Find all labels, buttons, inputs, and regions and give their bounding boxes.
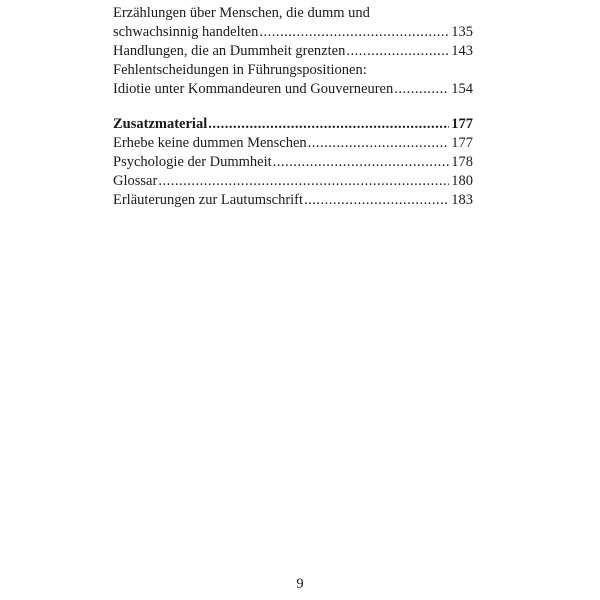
toc-entry-title-line: Erzählungen über Menschen, die dumm und xyxy=(113,5,370,21)
toc-entry-title-line: Idiotie unter Kommandeuren und Gouverneuren xyxy=(113,81,394,97)
toc-section-title: Zusatzmaterial xyxy=(113,116,208,132)
toc-entry-page-number: 143 xyxy=(451,43,473,59)
page-number: 9 xyxy=(296,576,304,592)
toc-entry-page-number: 177 xyxy=(451,135,473,151)
section-spacer xyxy=(113,99,473,115)
toc-entry-title-line: Fehlentscheidungen in Führungspositionen: xyxy=(113,62,367,78)
toc-entry[interactable] xyxy=(113,153,473,172)
table-of-contents xyxy=(113,4,473,210)
dot-leader xyxy=(208,115,449,134)
toc-entry-title: Glossar xyxy=(113,173,158,189)
dot-leader xyxy=(158,172,449,191)
dot-leader xyxy=(259,23,449,42)
toc-entry-title-line: schwachsinnig handelten xyxy=(113,24,259,40)
toc-entry-title: Erhebe keine dummen Menschen xyxy=(113,135,307,151)
dot-leader xyxy=(304,191,449,210)
toc-entry[interactable] xyxy=(113,61,473,99)
dot-leader xyxy=(394,80,449,99)
toc-entry[interactable] xyxy=(113,172,473,191)
toc-entry-page-number: 183 xyxy=(451,192,473,208)
toc-entry-page-number: 135 xyxy=(451,24,473,40)
toc-entry-page-number: 154 xyxy=(451,81,473,97)
dot-leader xyxy=(346,42,449,61)
toc-section-heading[interactable] xyxy=(113,115,473,134)
toc-entry[interactable] xyxy=(113,4,473,42)
toc-entry[interactable] xyxy=(113,134,473,153)
dot-leader xyxy=(273,153,450,172)
toc-entry-title: Erläuterungen zur Lautumschrift xyxy=(113,192,304,208)
toc-entry-title: Psychologie der Dummheit xyxy=(113,154,272,170)
toc-entry[interactable] xyxy=(113,191,473,210)
toc-entry-page-number: 180 xyxy=(451,173,473,189)
dot-leader xyxy=(308,134,450,153)
toc-entry-title: Handlungen, die an Dummheit grenzten xyxy=(113,43,346,59)
toc-entry-page-number: 178 xyxy=(451,154,473,170)
toc-section-page-number: 177 xyxy=(451,116,473,132)
toc-entry[interactable] xyxy=(113,42,473,61)
